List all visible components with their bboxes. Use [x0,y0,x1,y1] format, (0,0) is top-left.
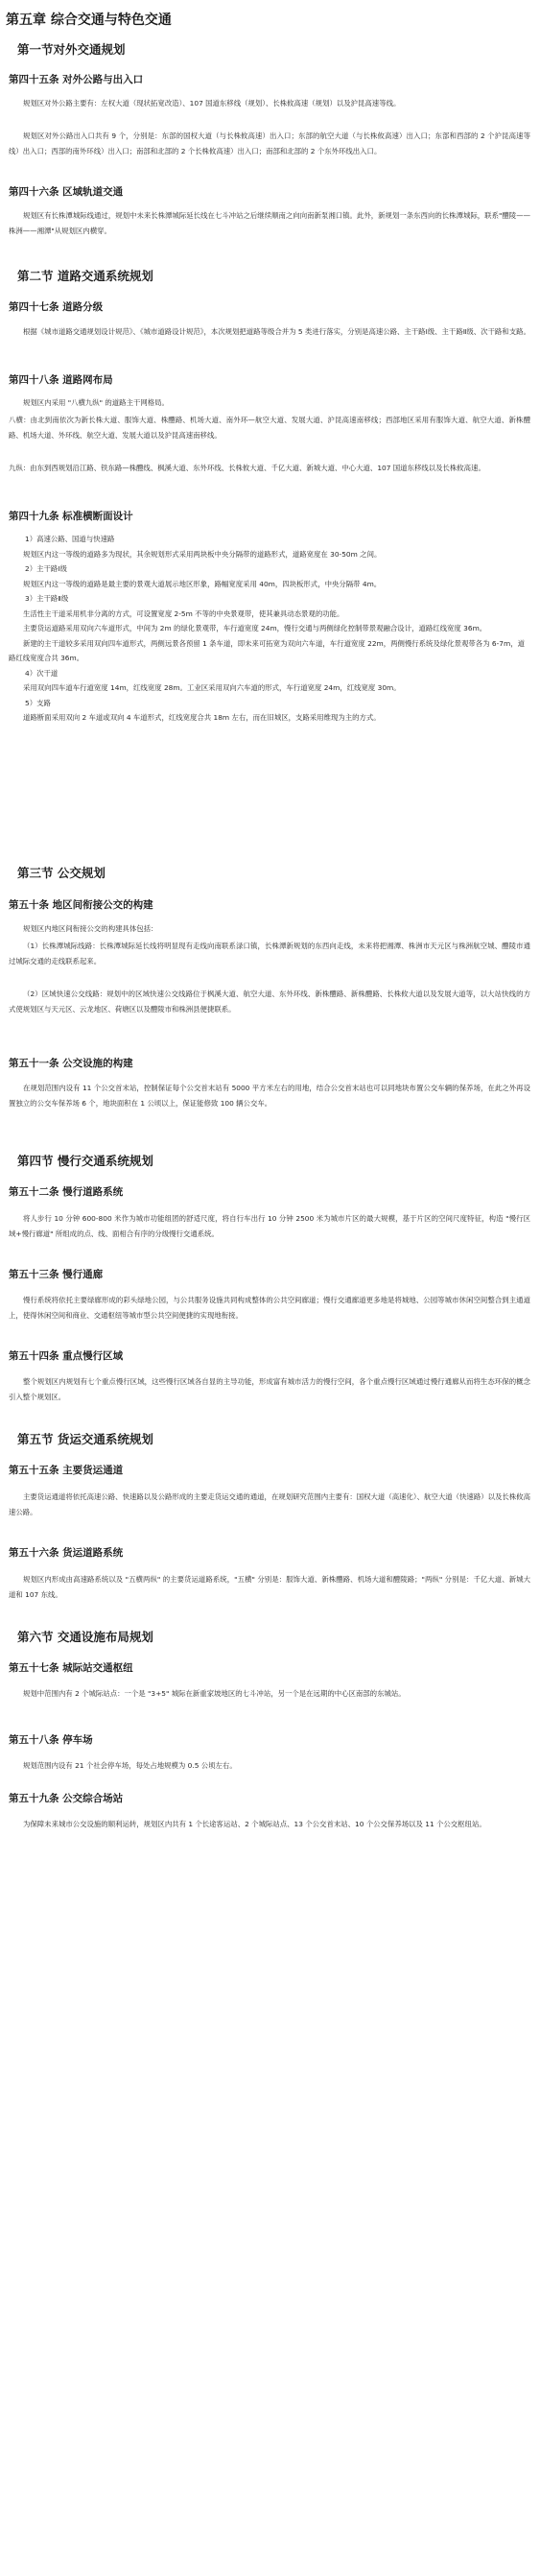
section-title-5: 第五节 货运交通系统规划 [17,1432,153,1446]
item-4-heading: 4）次干道 [25,668,59,678]
article-45-para-1: 规划区对外公路主要有：左权大道（现状拓宽改造）、107 国道东移线（规划）、长株攸高速（规划）以及沪昆高速等线。 [23,99,401,107]
section-title-1: 第一节对外交通规划 [17,42,126,57]
article-45-title: 第四十五条 对外公路与出入口 [9,74,144,85]
article-53-para-1: 慢行系统将依托主要绿廊形成的彩头绿地公园，与公共服务设施共同构成整体的公共空间廊道；慢行交通廊道更多地是将城地、公园等城市休闲空间整合到主通道上，使得休闲空间和商业、交通枢纽等城市型公共空间便捷的实现地衔接。 [9,1296,530,1320]
article-58-para-1: 规划范围内设有 21 个社会停车场，每处占地规模为 0.5 公顷左右。 [23,1761,237,1770]
article-54-title: 第五十四条 重点慢行区域 [9,1350,124,1362]
article-59-para-1: 为保障未来城市公交设施的顺利运转，规划区内共有 1 个长途客运站、2 个城际站点、13 个公交首末站、10 个公交保养场以及 11 个公交枢纽站。 [23,1820,486,1828]
article-50-title: 第五十条 地区间衔接公交的构建 [9,899,153,911]
section-title-2: 第二节 道路交通系统规划 [17,269,153,283]
article-51-title: 第五十一条 公交设施的构建 [9,1058,133,1069]
item-2-text: 规划区内这一等级的道路是最主要的景观大道展示地区形象，路幅宽度采用 40m，四块板形式，中央分隔带 4m。 [23,579,382,588]
article-57-para-1: 规划中范围内有 2 个城际站点：一个是 "3+5" 城际在新重家坡地区的七斗冲站，另一个是在远期的中心区南部的东城站。 [23,1689,406,1698]
article-55-para-1: 主要货运通道将依托高速公路、快速路以及公路形成的主要走货运交通的通道，在规划研究范围内主要有：国权大道（高速化）、航空大道（快速路）以及长株攸高速公路。 [9,1492,530,1516]
item-3-heading: 3）主干路Ⅱ级 [25,594,69,603]
article-48-para-1: 规划区内采用 "八横九纵" 的道路主干网格局。 [23,398,169,407]
article-48-para-2: 八横：由北到南依次为新长株大道、服饰大道、株醴路、机场大道、南外环—航空大道、发展大道、沪昆高速南移线；西部地区采用有服饰大道、航空大道、新株醴路、机场大道、外环线、航空大道、发展大道以及沪昆高速南移线。 [9,416,530,440]
item-5-heading: 5）支路 [25,698,51,707]
article-49-title: 第四十九条 标准横断面设计 [9,511,133,522]
item-4-text: 采用双向四车道车行道宽度 14m，红线宽度 28m。工业区采用双向六车道的形式，车行道宽度 24m，红线宽度 30m。 [23,683,401,692]
article-58-title: 第五十八条 停车场 [9,1734,93,1746]
article-57-title: 第五十七条 城际站交通枢纽 [9,1662,133,1674]
article-50-para-2: （1）长株潭城际线路：长株潭城际延长线将明显现有走线向南联系渌口镇，长株潭新规划的东西向走线，未来将把湘潭、株洲市天元区与株洲航空城、醴陵市通过城际交通的走线联系起来。 [9,942,530,966]
article-47-title: 第四十七条 道路分级 [9,301,104,313]
item-3-text-2: 主要货运道路采用双向六车道形式，中间为 2m 的绿化景观带，车行道宽度 24m，慢行交通与两侧绿化控制带景观融合设计，道路红线宽度 36m。 [23,624,487,632]
article-48-title: 第四十八条 道路网布局 [9,374,113,386]
article-52-para-1: 将人步行 10 分钟 600-800 米作为城市功能组团的舒适尺度，将自行车出行 10 分钟 2500 米为城市片区的最大规模，基于片区的空间尺度特征，构造 "慢行区域+慢行廊道" 所组成的点、线、面相合有序的分级慢行交通系统。 [9,1214,530,1238]
chapter-title: 第五章 综合交通与特色交通 [6,12,172,28]
item-3-text-1: 生活性主干道采用机非分离的方式，可设置宽度 2-5m 不等的中央景观带，使其兼具动态景观的功能。 [23,608,344,618]
item-2-heading: 2）主干路Ⅰ级 [25,564,67,573]
article-56-para-1: 规划区内形成由高速路系统以及 "五横两纵" 的主要货运道路系统，"五横" 分别是：服饰大道、新株醴路、机场大道和醴陵路；"两纵" 分别是：千亿大道、新城大道和 107 东线。 [9,1575,530,1599]
article-50-para-1: 规划区内地区间衔接公交的构建具体包括： [23,924,158,933]
article-47-para-1: 根据《城市道路交通规划设计规范》、《城市道路设计规范》，本次规划把道路等级合并为 5 类进行落实，分别是高速公路、主干路Ⅰ级、主干路Ⅱ级、次干路和支路。 [23,327,530,336]
article-49-body [0,532,540,726]
article-56-title: 第五十六条 货运道路系统 [9,1547,124,1559]
article-59-title: 第五十九条 公交综合场站 [9,1793,124,1804]
article-48-para-3: 九纵：由东到西规划沿江路、铁东路—株醴线、枫溪大道、东外环线、长株攸大道、千亿大道、新城大道、中心大道、107 国道东移线以及长株攸高速。 [9,464,485,472]
item-1-text: 规划区内这一等级的道路多为现状，其余规划形式采用两块板中央分隔带的道路形式，道路宽度在 30-50m 之间。 [23,549,382,559]
article-54-para-1: 整个规划区内规划有七个重点慢行区域，这些慢行区域各自显的主导功能，形成富有城市活力的慢行空间，各个重点慢行区域通过慢行通廊从而将生态环保的概念引入整个规划区。 [9,1377,530,1401]
article-51-para-1: 在规划范围内设有 11 个公交首末站，控制保证每个公交首末站有 5000 平方米左右的用地，结合公交首末站也可以同地块布置公交车辆的保养场，在此之外再设置独立的公交车保养场 6 个，地块面积在 1 公顷以上，保证能修致 100 辆公交车。 [9,1084,530,1108]
article-53-title: 第五十三条 慢行通廊 [9,1269,104,1280]
section-title-3: 第三节 公交规划 [17,866,106,880]
item-5-text: 道路断面采用双向 2 车道或双向 4 车道形式，红线宽度合共 18m 左右，而在旧城区，支路采用维现为主的方式。 [23,713,381,722]
section-title-6: 第六节 交通设施布局规划 [17,1630,153,1644]
article-46-para-1: 规划区有长株潭城际线通过，规划中未来长株潭城际延长线在七斗冲站之后继续顺南之向向南新泵湘口镇。此外，新规划一条东西向的长株潭城际，联系"醴陵——株洲——湘潭"从规划区内横穿。 [9,211,530,235]
article-52-title: 第五十二条 慢行道路系统 [9,1186,124,1198]
article-50-para-3: （2）区域快速公交线路：规划中的区域快速公交线路位于枫溪大道、航空大道、东外环线、新株醴路、新株醴路、长株攸大道以及发展大道等，以大站快线的方式使规划区与天元区、云龙地区、荷塘区以及醴陵市和株洲县便捷联系。 [9,990,530,1014]
section-title-4: 第四节 慢行交通系统规划 [17,1154,153,1168]
article-46-title: 第四十六条 区域轨道交通 [9,186,124,198]
item-1-heading: 1）高速公路、国道与快速路 [25,535,115,543]
article-45-para-2: 规划区对外公路出入口共有 9 个，分别是：东部的国权大道（与长株攸高速）出入口；东部的航空大道（与长株攸高速）出入口；东部和西部的 2 个沪昆高速等线）出入口；西部的南外环线）出入口；南部和北部的 2 个长株攸高速）出入口；南部和北部的 2 个东外环线出入口。 [9,131,530,155]
item-3-text-3: 新建的主干道较多采用双向四车道形式，两侧远景各预留 1 条车道，即未来可拓宽为双向六车道，车行道宽度 22m，两侧慢行系统及绿化景观带各为 6-7m，道路红线宽度合共 36m。 [9,638,525,662]
article-55-title: 第五十五条 主要货运通道 [9,1465,124,1476]
